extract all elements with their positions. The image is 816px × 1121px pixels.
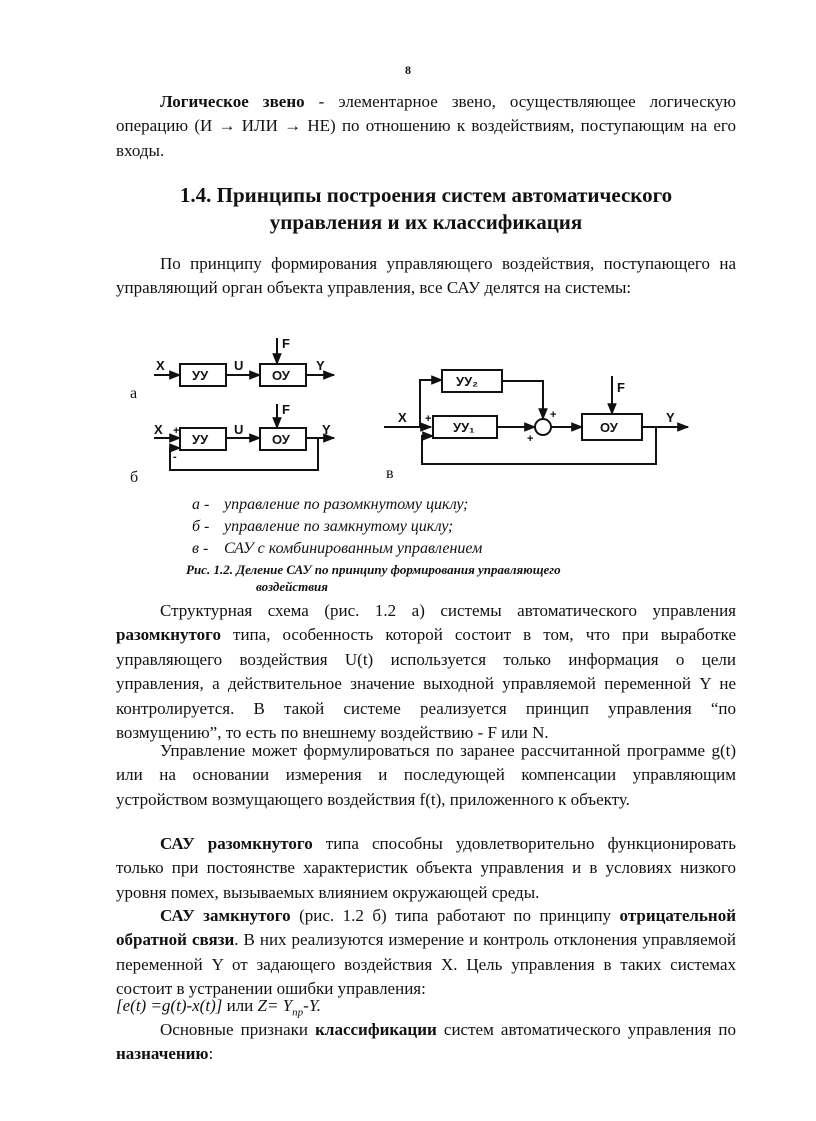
signal-y-v: Y xyxy=(666,410,675,425)
paragraph-open-loop xyxy=(116,599,736,745)
block-diagram-figure xyxy=(116,330,706,490)
legend-item xyxy=(192,494,482,516)
signal-f-b: F xyxy=(282,402,290,417)
term-sau-open: САУ разомкнутого xyxy=(160,834,313,853)
label-b: б xyxy=(130,469,139,486)
figure-legend xyxy=(192,494,482,560)
legend-key: в - xyxy=(192,540,209,557)
formula-or: или xyxy=(222,996,258,1015)
plus-v-top: + xyxy=(550,409,557,421)
paragraph-text: (рис. 1.2 б) типа работают по принципу xyxy=(290,906,620,925)
block-ou-v-label: ОУ xyxy=(600,420,618,435)
paragraph-classification xyxy=(116,1018,736,1067)
figure-caption xyxy=(186,561,706,595)
paragraph-text: типа способны удовлетворительно функционировать только при постоянстве характеристик объекта управления и в условиях низкого уровня помех, вызываемых влиянием окружающей среды. xyxy=(116,834,736,902)
formula-subscript: пр xyxy=(292,1006,304,1019)
formula-z-text: Z= Y xyxy=(257,996,293,1015)
paragraph-text: Структурная схема (рис. 1.2 а) системы автоматического управления xyxy=(160,601,736,620)
block-ou-b-label: ОУ xyxy=(272,432,290,447)
signal-f-a: F xyxy=(282,336,290,351)
block-uu1-label: УУ₁ xyxy=(453,420,475,435)
signal-x-a: X xyxy=(156,358,165,373)
block-uu2-label: УУ₂ xyxy=(456,374,478,389)
signal-x-v: X xyxy=(398,410,407,425)
legend-key: б - xyxy=(192,518,210,535)
caption-line-2: воздействия xyxy=(256,579,328,594)
formula-error: [e(t) =g(t)-x(t)] xyxy=(116,996,223,1015)
paragraph-text: систем автоматического управления по xyxy=(436,1020,736,1039)
signal-u-b: U xyxy=(234,422,244,437)
term-negative-feedback: отрицательной обратной связи xyxy=(116,906,736,950)
summing-junction xyxy=(535,419,551,435)
legend-text: САУ с комбинированным управлением xyxy=(224,540,483,557)
heading-line-1: 1.4. Принципы построения систем автоматического xyxy=(179,183,673,207)
legend-text: управление по замкнутому циклу; xyxy=(224,518,454,535)
plus-b: + xyxy=(173,425,180,437)
block-ou-a-label: ОУ xyxy=(272,368,290,383)
block-uu-b-label: УУ xyxy=(192,432,209,447)
block-uu-a-label: УУ xyxy=(192,368,209,383)
formula-z xyxy=(257,996,321,1019)
legend-item xyxy=(192,516,482,538)
minus-b: - xyxy=(173,451,177,463)
plus-v-left: + xyxy=(527,433,534,445)
paragraph-text: : xyxy=(208,1044,214,1064)
diagram-b xyxy=(154,404,334,470)
term-open-loop: разомкнутого xyxy=(116,625,221,645)
legend-text: управление по разомкнутому циклу; xyxy=(224,496,469,513)
paragraph-logical-link xyxy=(116,90,736,163)
legend-key: а - xyxy=(192,496,210,513)
term-classification: классификации xyxy=(315,1020,437,1039)
diagram-a xyxy=(154,338,334,386)
signal-u-a: U xyxy=(234,358,244,373)
page-number: 8 xyxy=(405,63,411,77)
paragraph-text: - элементарное звено, осуществляющее логическую операцию (И → ИЛИ → НЕ) по отношению к воздействиям, поступающим на его входы. xyxy=(116,92,736,160)
label-a: а xyxy=(130,385,138,402)
signal-y-b: Y xyxy=(322,422,331,437)
paragraph-closed-loop xyxy=(116,904,736,1002)
caption-line-1: Рис. 1.2. Деление САУ по принципу формирования управляющего xyxy=(186,562,561,577)
paragraph-text: Основные признаки xyxy=(160,1020,316,1039)
paragraph-text: . В них реализуются измерение и контроль отклонения управляемой переменной Y от задающего воздействия X. Цель управления в таких системах состоит в устранении ошибки управления: xyxy=(116,930,737,999)
formula-z-end: -Y. xyxy=(303,996,321,1015)
section-heading xyxy=(116,182,736,236)
signal-f-v: F xyxy=(617,380,625,395)
paragraph-intro: По принципу формирования управляющего воздействия, поступающего на управляющий орган объекта управления, все САУ делятся на системы: xyxy=(116,254,736,298)
plus-v-input: + xyxy=(425,413,432,425)
paragraph-open-loop-limits xyxy=(116,832,736,905)
term-logical-link: Логическое звено xyxy=(160,92,305,111)
label-v: в xyxy=(386,465,394,482)
legend-item xyxy=(192,538,482,560)
term-purpose: назначению xyxy=(116,1044,209,1064)
paragraph-text: типа, особенность которой состоит в том, что при выработке управляющего воздействия U(t) используется только информация о цели управления, а действительное значение выходной управляемой переменной Y не контролируется. В такой системе реализуется принцип управления “по возмущению”, то есть по внешнему воздействию - F или N. xyxy=(116,625,736,743)
paragraph-program-control: Управление может формулироваться по заранее рассчитанной программе g(t) или на основании измерения и последующей компенсации управляющим устройством возмущающего воздействия f(t), приложенного к объекту. xyxy=(116,741,736,809)
heading-line-2: управления и их классификация xyxy=(269,210,583,234)
term-sau-closed: САУ замкнутого xyxy=(160,906,291,925)
signal-y-a: Y xyxy=(316,358,325,373)
signal-x-b: X xyxy=(154,422,163,437)
